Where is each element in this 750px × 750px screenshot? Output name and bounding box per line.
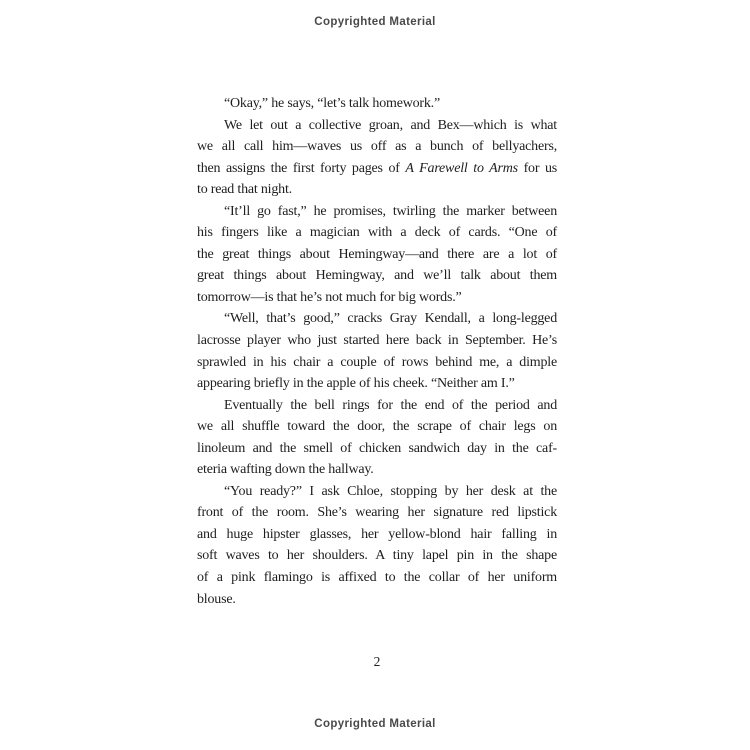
text-line: his fingers like a magician with a deck of cards. “One of xyxy=(197,225,557,241)
text-line: blouse. xyxy=(197,591,236,607)
text-line: soft waves to her shoulders. A tiny lapel pin in the shape xyxy=(197,548,557,564)
text-line: to read that night. xyxy=(197,182,292,198)
text-line: lacrosse player who just started here back in September. He’s xyxy=(197,333,557,349)
text-line: and huge hipster glasses, her yellow-blond hair falling in xyxy=(197,526,557,542)
text-line: then assigns the first forty pages of A Farewell to Arms for us xyxy=(197,160,558,176)
text-line: great things about Hemingway, and we’ll talk about them xyxy=(197,268,557,284)
paragraph xyxy=(197,201,557,309)
paragraph xyxy=(197,308,557,394)
text-line: We let out a collective groan, and Bex—which is what xyxy=(224,117,557,133)
text-line: front of the room. She’s wearing her signature red lipstick xyxy=(197,505,557,521)
copyright-notice-bottom: Copyrighted Material xyxy=(314,718,436,730)
page-body xyxy=(197,93,557,610)
page-number: 2 xyxy=(373,654,381,669)
text-line: of a pink flamingo is affixed to the collar of her uniform xyxy=(197,570,557,586)
text-line: eteria wafting down the hallway. xyxy=(197,462,374,478)
text-line: we all shuffle toward the door, the scrape of chair legs on xyxy=(197,419,557,435)
text-line: “You ready?” I ask Chloe, stopping by her desk at the xyxy=(224,483,557,499)
text-line: Eventually the bell rings for the end of the period and xyxy=(224,397,557,413)
text-line: appearing briefly in the apple of his cheek. “Neither am I.” xyxy=(197,376,515,392)
paragraph xyxy=(197,115,557,201)
text-line: “Okay,” he says, “let’s talk homework.” xyxy=(224,96,440,111)
text-line: tomorrow—is that he’s not much for big words.” xyxy=(197,289,462,305)
text-line: linoleum and the smell of chicken sandwich day in the caf- xyxy=(197,440,557,456)
paragraph xyxy=(197,395,557,481)
text-line: we all call him—waves us off as a bunch of bellyachers, xyxy=(197,139,557,155)
text-line: “Well, that’s good,” cracks Gray Kendall, a long-legged xyxy=(224,311,557,327)
copyright-notice-top: Copyrighted Material xyxy=(314,16,436,28)
paragraph xyxy=(197,481,557,610)
text-line: the great things about Hemingway—and there are a lot of xyxy=(197,246,557,262)
text-line: sprawled in his chair a couple of rows behind me, a dimple xyxy=(197,354,557,370)
text-line: “It’ll go fast,” he promises, twirling the marker between xyxy=(224,203,557,219)
paragraph xyxy=(197,93,557,115)
